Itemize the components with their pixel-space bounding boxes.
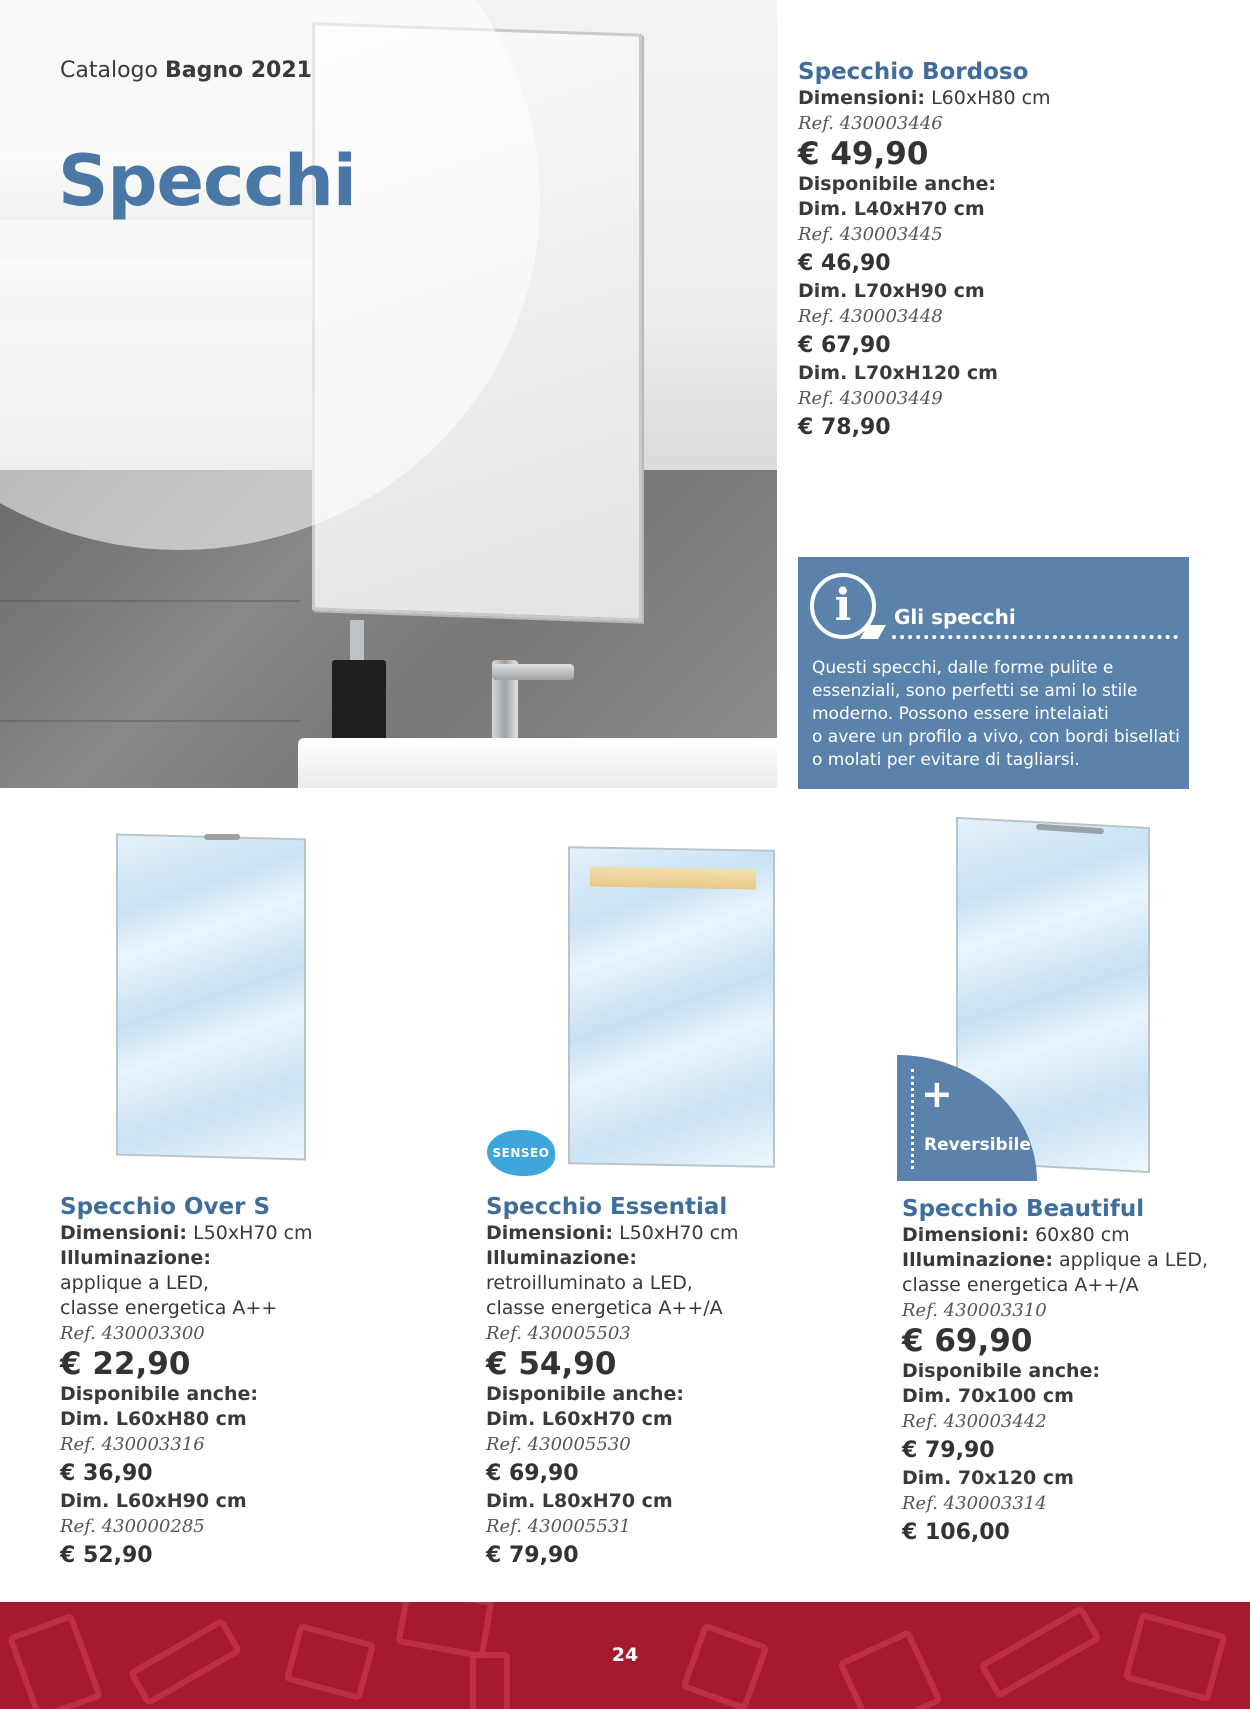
soap-dispenser — [332, 660, 386, 746]
product-specchio-essential: Specchio Essential Dimensioni: L50xH70 cm Illuminazione: retroilluminato a LED, classe energetica A++/A Ref. 430005503 € 54,90 Disponibile anche: Dim. L60xH70 cm Ref. 430005530 € 69,90 Dim. L80xH70 cm Ref. 430005531 € 79,90 — [486, 1193, 866, 1571]
variant-dim: Dim. L70xH120 cm — [798, 362, 998, 384]
variant-ref: Ref. 430003448 — [798, 306, 943, 327]
info-box-text: Questi specchi, dalle forme pulite e essenziali, sono perfetti se ami lo stile moderno. Possono essere intelaiati o avere un profilo a vivo, con bordi bisellati o molati per evitare di tagliarsi. — [812, 658, 1180, 770]
product-ref: Ref. 430003300 — [60, 1323, 205, 1344]
variant-dim: Dim. L40xH70 cm — [798, 198, 985, 220]
info-icon: i — [810, 573, 876, 639]
info-box-title: Gli specchi — [894, 605, 1016, 629]
variant-ref: Ref. 430005531 — [486, 1516, 631, 1537]
product-specchio-over-s: Specchio Over S Dimensioni: L50xH70 cm Illuminazione: applique a LED, classe energetica A++ Ref. 430003300 € 22,90 Disponibile anche: Dim. L60xH80 cm Ref. 430003316 € 36,90 Dim. L60xH90 cm Ref. 430000285 € 52,90 — [60, 1193, 420, 1571]
dotted-divider — [892, 635, 1178, 639]
variant-price: € 79,90 — [902, 1438, 995, 1463]
variant-dim: Dim. L60xH90 cm — [60, 1490, 247, 1512]
sink — [298, 738, 777, 788]
mirror-essential-image — [568, 846, 775, 1168]
variant-ref: Ref. 430000285 — [60, 1516, 205, 1537]
product-specchio-bordoso: Specchio Bordoso Dimensioni: L60xH80 cm Ref. 430003446 € 49,90 Disponibile anche: Dim. L40xH70 cm Ref. 430003445 € 46,90 Dim. L70xH90 cm Ref. 430003448 € 67,90 Dim. L70xH120 cm Ref. 430003449 € 78,90 — [798, 58, 1218, 443]
info-box — [798, 557, 1189, 789]
variant-ref: Ref. 430003316 — [60, 1434, 205, 1455]
variant-ref: Ref. 430003314 — [902, 1493, 1047, 1514]
variant-ref: Ref. 430003442 — [902, 1411, 1047, 1432]
variant-dim: Dim. L60xH80 cm — [60, 1408, 247, 1430]
product-name: Specchio Essential — [486, 1194, 728, 1220]
variant-price: € 78,90 — [798, 415, 891, 440]
variant-price: € 36,90 — [60, 1461, 153, 1486]
variant-price: € 79,90 — [486, 1543, 579, 1568]
led-strip — [590, 867, 756, 890]
tile-icon — [837, 1629, 943, 1709]
variant-price: € 106,00 — [902, 1520, 1010, 1545]
variant-price: € 52,90 — [60, 1543, 153, 1568]
variant-dim: Dim. L80xH70 cm — [486, 1490, 673, 1512]
variant-dim: Dim. 70x120 cm — [902, 1467, 1074, 1489]
variant-dim: Dim. L60xH70 cm — [486, 1408, 673, 1430]
product-ref: Ref. 430003446 — [798, 113, 943, 134]
product-ref: Ref. 430005503 — [486, 1323, 631, 1344]
catalog-label: Catalogo Bagno 2021 — [60, 58, 312, 83]
variant-dim: Dim. L70xH90 cm — [798, 280, 985, 302]
led-lamp — [204, 834, 240, 840]
mirror-over-s-image — [116, 834, 306, 1161]
variant-dim: Dim. 70x100 cm — [902, 1385, 1074, 1407]
product-name: Specchio Bordoso — [798, 59, 1029, 85]
page-number: 24 — [611, 1644, 639, 1666]
variant-ref: Ref. 430003449 — [798, 388, 943, 409]
variant-ref: Ref. 430005530 — [486, 1434, 631, 1455]
hero-photo — [0, 0, 777, 788]
variant-price: € 69,90 — [486, 1461, 579, 1486]
plus-icon: + — [921, 1072, 953, 1116]
variant-ref: Ref. 430003445 — [798, 224, 943, 245]
product-price: € 69,90 — [902, 1323, 1033, 1359]
page-title: Specchi — [58, 140, 356, 222]
variant-price: € 67,90 — [798, 333, 891, 358]
variant-price: € 46,90 — [798, 251, 891, 276]
senseo-logo: SENSEO — [487, 1130, 555, 1176]
product-ref: Ref. 430003310 — [902, 1300, 1047, 1321]
product-specchio-beautiful: Specchio Beautiful Dimensioni: 60x80 cm Illuminazione: applique a LED, classe energetica A++/A Ref. 430003310 € 69,90 Disponibile anche: Dim. 70x100 cm Ref. 430003442 € 79,90 Dim. 70x120 cm Ref. 430003314 € 106,00 — [902, 1195, 1242, 1548]
product-price: € 49,90 — [798, 136, 929, 172]
reversible-badge: + Reversibile — [897, 1055, 1037, 1181]
product-name: Specchio Beautiful — [902, 1196, 1145, 1222]
footer-band — [0, 1602, 1250, 1709]
product-price: € 54,90 — [486, 1346, 617, 1382]
product-name: Specchio Over S — [60, 1194, 271, 1220]
product-price: € 22,90 — [60, 1346, 191, 1382]
